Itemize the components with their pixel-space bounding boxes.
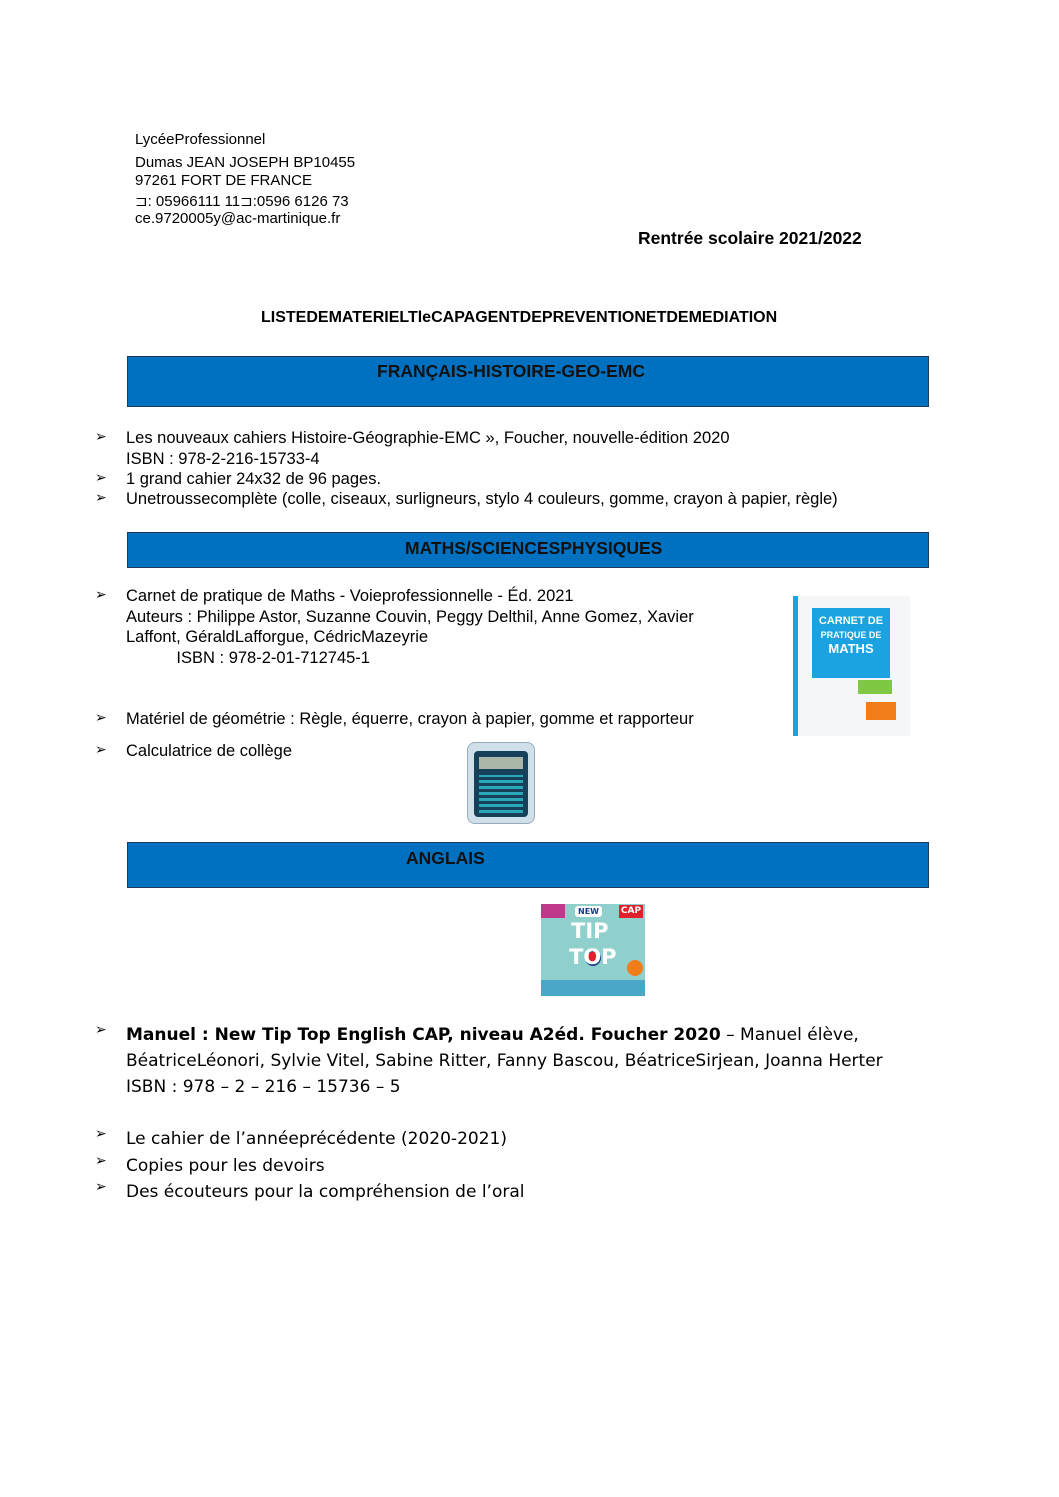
section-header-anglais: ANGLAIS [127,842,929,888]
maths-book-cover-image: CARNET DE PRATIQUE DE MATHS [793,596,910,736]
document-page: LycéeProfessionnel Dumas JEAN JOSEPH BP10455 97261 FORT DE FRANCE ⊐: 05966111 11⊐:0596 6126 73 ce.9720005y@ac-martinique.fr Rentrée scolaire 2021/2022 LISTEDEMATERIELTleCAPAGENTDEPREVENTIONETDEMEDIATION FRANÇAIS-HISTOIRE-GEO-EMC ➢ Les nouveaux cahiers Histoire-Géographie-EMC », Foucher, nouvelle-édition 2020 ISBN : 978-2-216-15733-4 ➢ 1 grand cahier 24x32 de 96 pages. ➢ Unetroussecomplète (colle, ciseaux, surligneurs, stylo 4 couleurs, gomme, crayon à papier, règle) MATHS/SCIENCESPHYSIQUES ➢ Carnet de pratique de Maths - Voieprofessionnelle - Éd. 2021 Auteurs : Philippe Astor, Suzanne Couvin, Peggy Delthil, Anne Gomez, Xavier Laffont, GéraldLafforgue, CédricMazeyrie ISBN : 978-2-01-712745-1 ➢ Matériel de géométrie : Règle, équerre, crayon à papier, gomme et rapporteur ➢ Calculatrice de collège CARNET DE PRATIQUE DE MATHS ANGLAIS CAP NEW TIP TOP ➢ Manuel : New Tip Top English CAP, niveau A2éd. Foucher 2020 – Manuel élève, BéatriceLéonori, Sylvie Vitel, Sabine Ritter, Fanny Bascou, BéatriceSirjean, Joanna Herter ISBN : 978 – 2 – 216 – 15736 – 5 ➢ Le cahier de l’annéeprécédente (2020-2021) ➢ Copies pour les devoirs ➢ Des écouteurs pour la compréhension de l’oral [0,0,1059,1497]
school-phone: ⊐: 05966111 11⊐:0596 6126 73 [135,193,349,210]
school-name: LycéeProfessionnel [135,131,266,148]
school-email: ce.9720005y@ac-martinique.fr [135,210,341,227]
school-year: Rentrée scolaire 2021/2022 [638,228,862,248]
section-header-francais: FRANÇAIS-HISTOIRE-GEO-EMC [127,356,929,407]
tip-top-book-cover-image: CAP NEW TIP TOP [541,904,645,996]
calculator-image [467,742,535,824]
section-header-maths: MATHS/SCIENCESPHYSIQUES [127,532,929,568]
list-title: LISTEDEMATERIELTleCAPAGENTDEPREVENTIONETDEMEDIATION [261,309,778,326]
school-address-1: Dumas JEAN JOSEPH BP10455 [135,154,356,171]
school-address-2: 97261 FORT DE FRANCE [135,172,313,189]
